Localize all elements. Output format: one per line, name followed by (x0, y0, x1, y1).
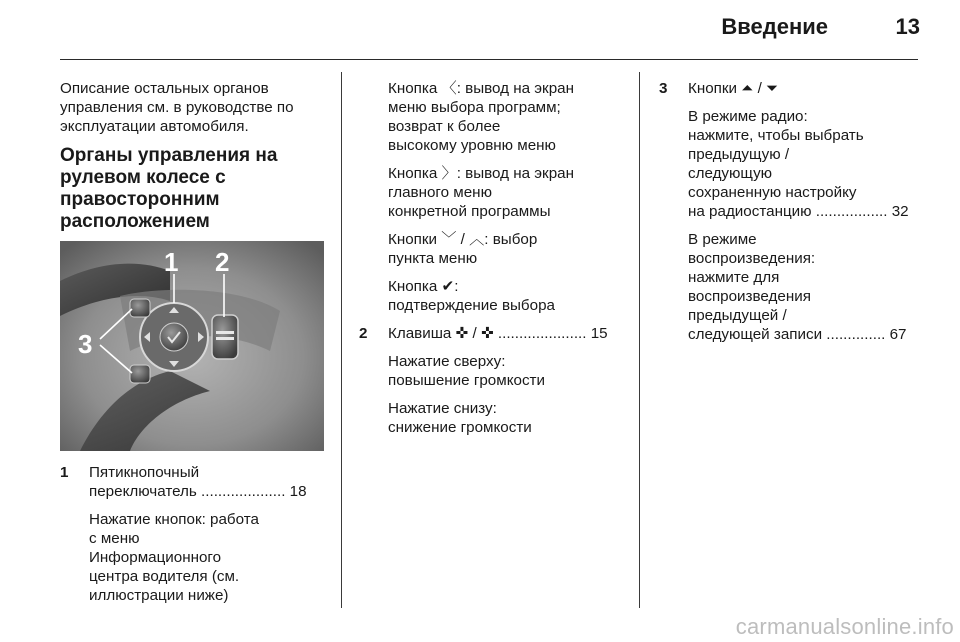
item-line: переключатель .................... 18 (89, 483, 307, 500)
intro-line: эксплуатации автомобиля. (60, 118, 249, 135)
text-line: возврат к более (388, 118, 501, 135)
item-line: с меню (89, 530, 140, 547)
item-line: на радиостанцию ................. 32 (688, 203, 909, 220)
column-divider-2 (639, 72, 640, 608)
text-line: Кнопка ✔: (388, 278, 459, 295)
item-number: 1 (60, 464, 69, 481)
intro-paragraph (60, 79, 328, 136)
item-1-description (89, 510, 328, 605)
item-2-volume-up (388, 352, 631, 390)
item-line: нажмите для (688, 269, 780, 286)
item-line: иллюстрации ниже) (89, 587, 229, 604)
column-2 (359, 79, 631, 446)
item-line: воспроизведения: (688, 250, 816, 267)
heading-line: Органы управления на (60, 145, 278, 166)
heading-line: правосторонним (60, 189, 220, 210)
item-line: снижение громкости (388, 419, 532, 436)
intro-line: Описание остальных органов (60, 80, 269, 97)
confirm-button-paragraph (388, 277, 631, 315)
page-header-title: Введение (721, 14, 828, 39)
right-button-paragraph (388, 164, 631, 221)
item-line: предыдущей / (688, 307, 787, 324)
left-button-paragraph (388, 79, 631, 155)
item-2 (359, 324, 631, 437)
item-2-title (388, 324, 631, 343)
text-line: подтверждение выбора (388, 297, 555, 314)
item-line: следующей записи .............. 67 (688, 326, 907, 343)
item-line: предыдущую / (688, 146, 790, 163)
steering-wheel-illustration (60, 241, 324, 451)
item-line: нажмите, чтобы выбрать (688, 127, 864, 144)
item-line: сохраненную настройку (688, 184, 857, 201)
volume-rocker-mark (216, 337, 234, 340)
confirm-button (160, 323, 188, 351)
item-line: В режиме радио: (688, 108, 808, 125)
item-line: Информационного (89, 549, 222, 566)
text-line: меню выбора программ; (388, 99, 561, 116)
item-line: центра водителя (см. (89, 568, 240, 585)
item-line: В режиме (688, 231, 757, 248)
watermark: carmanualsonline.info (735, 614, 954, 639)
item-line: Нажатие кнопок: работа (89, 511, 259, 528)
heading-line: рулевом колесе с (60, 167, 226, 188)
callout-2: 2 (215, 247, 230, 277)
column-divider-1 (341, 72, 342, 608)
text-line: пункта меню (388, 250, 478, 267)
text-line: конкретной программы (388, 203, 551, 220)
item-3-title (688, 79, 921, 98)
item-number: 2 (359, 325, 368, 342)
header-rule (60, 59, 918, 60)
page-number: 13 (895, 14, 920, 39)
text-line: Кнопка 〈: вывод на экран (388, 80, 574, 97)
item-line: Нажатие снизу: (388, 400, 497, 417)
column-3 (659, 79, 921, 353)
up-down-buttons-paragraph (388, 230, 631, 268)
item-line: следующую (688, 165, 773, 182)
item-1 (60, 463, 328, 605)
previous-button (130, 299, 150, 317)
text-line: Кнопки ﹀ / ︿: выбор (388, 231, 538, 248)
item-3 (659, 79, 921, 344)
item-number: 3 (659, 80, 668, 97)
item-line: Клавиша ✜ / ✜ ..................... 15 (388, 325, 608, 342)
next-button (130, 365, 150, 383)
item-line: Кнопки ⏶ / ⏷ (688, 80, 779, 97)
item-line: Нажатие сверху: (388, 353, 506, 370)
text-line: Кнопка 〉: вывод на экран (388, 165, 574, 182)
item-line: воспроизведения (688, 288, 811, 305)
text-line: высокому уровню меню (388, 137, 556, 154)
text-line: главного меню (388, 184, 492, 201)
callout-3: 3 (78, 329, 93, 359)
section-heading (60, 145, 328, 233)
item-3-radio-mode (688, 107, 921, 221)
heading-line: расположением (60, 211, 210, 232)
column-1 (60, 79, 328, 614)
item-3-playback-mode (688, 230, 921, 344)
volume-rocker-mark (216, 331, 234, 334)
item-1-title (89, 463, 328, 501)
item-line: Пятикнопочный (89, 464, 200, 481)
intro-line: управления см. в руководстве по (60, 99, 294, 116)
item-2-volume-down (388, 399, 631, 437)
item-line: повышение громкости (388, 372, 545, 389)
callout-1: 1 (164, 247, 179, 277)
